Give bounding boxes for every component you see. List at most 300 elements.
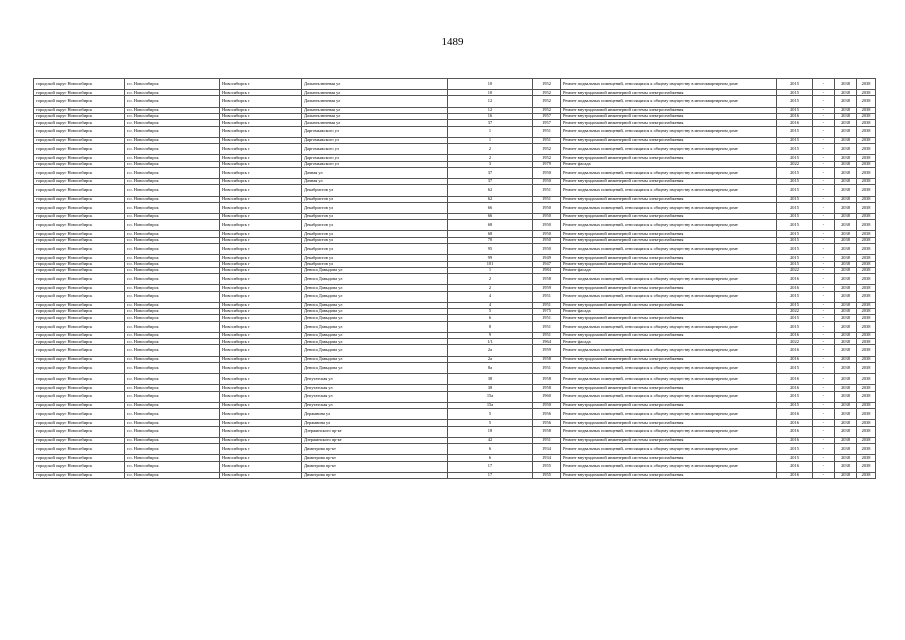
- municipality-cell: городской округ Новосибирск: [34, 291, 125, 302]
- street-cell: Даргомыжского ул: [302, 155, 448, 161]
- municipality-cell: городской округ Новосибирск: [34, 213, 125, 219]
- dash-cell: -: [813, 345, 835, 356]
- work-type-cell: Ремонт внутридомовой инженерной системы электроснабжения: [561, 437, 777, 443]
- house-number-cell: 6: [448, 315, 533, 321]
- house-number-cell: 6: [448, 455, 533, 461]
- year-built-cell: 1950: [533, 202, 561, 213]
- locality-cell: Новосибирск г: [220, 202, 302, 213]
- house-number-cell: 9: [448, 332, 533, 338]
- settlement-cell: г.о. Новосибирск: [125, 267, 220, 273]
- locality-cell: Новосибирск г: [220, 455, 302, 461]
- dash-cell: -: [813, 332, 835, 338]
- settlement-cell: г.о. Новосибирск: [125, 202, 220, 213]
- dash-cell: -: [813, 321, 835, 332]
- year-built-cell: 1956: [533, 420, 561, 426]
- year-cell-a: 2038: [835, 267, 857, 273]
- locality-cell: Новосибирск г: [220, 315, 302, 321]
- year-cell-a: 2038: [835, 79, 857, 90]
- planned-year-cell: 2015: [777, 455, 813, 461]
- house-number-cell: 17: [448, 472, 533, 478]
- locality-cell: Новосибирск г: [220, 261, 302, 267]
- house-number-cell: 2: [448, 274, 533, 285]
- street-cell: Дальнеключевая ул: [302, 120, 448, 126]
- house-number-cell: 95: [448, 244, 533, 255]
- street-cell: Даргомыжского ул: [302, 126, 448, 137]
- settlement-cell: г.о. Новосибирск: [125, 120, 220, 126]
- year-built-cell: 1951: [533, 362, 561, 373]
- dash-cell: -: [813, 285, 835, 291]
- house-number-cell: 37: [448, 167, 533, 178]
- settlement-cell: г.о. Новосибирск: [125, 90, 220, 96]
- municipality-cell: городской округ Новосибирск: [34, 345, 125, 356]
- locality-cell: Новосибирск г: [220, 291, 302, 302]
- year-cell-b: 2038: [857, 107, 876, 113]
- dash-cell: -: [813, 261, 835, 267]
- table-row: [34, 126, 876, 137]
- planned-year-cell: 2016: [777, 332, 813, 338]
- year-built-cell: 1950: [533, 402, 561, 408]
- municipality-cell: городской округ Новосибирск: [34, 185, 125, 196]
- street-cell: Декабристов ул: [302, 185, 448, 196]
- settlement-cell: г.о. Новосибирск: [125, 356, 220, 362]
- settlement-cell: г.о. Новосибирск: [125, 144, 220, 155]
- house-number-cell: 8: [448, 321, 533, 332]
- table-row: [34, 391, 876, 402]
- house-number-cell: 62: [448, 185, 533, 196]
- planned-year-cell: 2015: [777, 196, 813, 202]
- municipality-cell: городской округ Новосибирск: [34, 374, 125, 385]
- street-cell: Даргомыжского ул: [302, 161, 448, 167]
- municipality-cell: городской округ Новосибирск: [34, 455, 125, 461]
- street-cell: Дениса Давыдова ул: [302, 267, 448, 273]
- planned-year-cell: 2016: [777, 274, 813, 285]
- year-built-cell: 1975: [533, 309, 561, 315]
- municipality-cell: городской округ Новосибирск: [34, 321, 125, 332]
- settlement-cell: г.о. Новосибирск: [125, 309, 220, 315]
- year-cell-b: 2038: [857, 315, 876, 321]
- year-cell-a: 2038: [835, 409, 857, 420]
- planned-year-cell: 2015: [777, 202, 813, 213]
- year-built-cell: 1934: [533, 444, 561, 455]
- work-type-cell: Ремонт подвальных помещений, относящихся к общему имуществу в многоквартирном доме: [561, 202, 777, 213]
- locality-cell: Новосибирск г: [220, 107, 302, 113]
- municipality-cell: городской округ Новосибирск: [34, 261, 125, 267]
- work-type-cell: Ремонт внутридомовой инженерной системы электроснабжения: [561, 179, 777, 185]
- work-type-cell: Ремонт внутридомовой инженерной системы электроснабжения: [561, 155, 777, 161]
- settlement-cell: г.о. Новосибирск: [125, 220, 220, 231]
- settlement-cell: г.о. Новосибирск: [125, 385, 220, 391]
- year-cell-a: 2038: [835, 444, 857, 455]
- work-type-cell: Ремонт внутридомовой инженерной системы электроснабжения: [561, 315, 777, 321]
- street-cell: Декабристов ул: [302, 231, 448, 237]
- dash-cell: -: [813, 144, 835, 155]
- year-cell-a: 2038: [835, 96, 857, 107]
- street-cell: Державина ул: [302, 409, 448, 420]
- house-number-cell: 2: [448, 285, 533, 291]
- year-cell-b: 2038: [857, 220, 876, 231]
- street-cell: Декабристов ул: [302, 202, 448, 213]
- street-cell: Дениса Давыдова ул: [302, 274, 448, 285]
- year-cell-b: 2038: [857, 374, 876, 385]
- house-number-cell: 99: [448, 255, 533, 261]
- year-built-cell: 1951: [533, 196, 561, 202]
- year-cell-b: 2038: [857, 79, 876, 90]
- municipality-cell: городской округ Новосибирск: [34, 274, 125, 285]
- work-type-cell: Ремонт подвальных помещений, относящихся к общему имуществу в многоквартирном доме: [561, 321, 777, 332]
- settlement-cell: г.о. Новосибирск: [125, 255, 220, 261]
- year-built-cell: 1934: [533, 455, 561, 461]
- year-cell-a: 2038: [835, 126, 857, 137]
- year-cell-a: 2038: [835, 90, 857, 96]
- dash-cell: -: [813, 137, 835, 143]
- planned-year-cell: 2016: [777, 374, 813, 385]
- locality-cell: Новосибирск г: [220, 96, 302, 107]
- table-row: [34, 461, 876, 472]
- work-type-cell: Ремонт внутридомовой инженерной системы электроснабжения: [561, 356, 777, 362]
- page-number: 1489: [441, 36, 464, 48]
- locality-cell: Новосибирск г: [220, 362, 302, 373]
- planned-year-cell: 2015: [777, 107, 813, 113]
- street-cell: Дениса Давыдова ул: [302, 302, 448, 308]
- settlement-cell: г.о. Новосибирск: [125, 107, 220, 113]
- work-type-cell: Ремонт внутридомовой инженерной системы электроснабжения: [561, 120, 777, 126]
- municipality-cell: городской округ Новосибирск: [34, 113, 125, 119]
- year-cell-b: 2038: [857, 155, 876, 161]
- work-type-cell: Ремонт подвальных помещений, относящихся к общему имуществу в многоквартирном доме: [561, 96, 777, 107]
- year-built-cell: 1951: [533, 321, 561, 332]
- locality-cell: Новосибирск г: [220, 255, 302, 261]
- year-built-cell: 1958: [533, 374, 561, 385]
- work-type-cell: Ремонт подвальных помещений, относящихся к общему имуществу в многоквартирном доме: [561, 274, 777, 285]
- house-number-cell: 38: [448, 385, 533, 391]
- work-type-cell: Ремонт внутридомовой инженерной системы электроснабжения: [561, 137, 777, 143]
- locality-cell: Новосибирск г: [220, 402, 302, 408]
- municipality-cell: городской округ Новосибирск: [34, 362, 125, 373]
- planned-year-cell: 2015: [777, 179, 813, 185]
- year-cell-a: 2038: [835, 161, 857, 167]
- year-cell-b: 2038: [857, 332, 876, 338]
- table-row: [34, 244, 876, 255]
- dash-cell: -: [813, 79, 835, 90]
- year-cell-b: 2038: [857, 213, 876, 219]
- municipality-cell: городской округ Новосибирск: [34, 385, 125, 391]
- year-built-cell: 1951: [533, 332, 561, 338]
- dash-cell: -: [813, 315, 835, 321]
- settlement-cell: г.о. Новосибирск: [125, 321, 220, 332]
- locality-cell: Новосибирск г: [220, 113, 302, 119]
- year-cell-a: 2038: [835, 339, 857, 345]
- settlement-cell: г.о. Новосибирск: [125, 455, 220, 461]
- dash-cell: -: [813, 167, 835, 178]
- dash-cell: -: [813, 90, 835, 96]
- dash-cell: -: [813, 402, 835, 408]
- locality-cell: Новосибирск г: [220, 231, 302, 237]
- settlement-cell: г.о. Новосибирск: [125, 185, 220, 196]
- year-cell-a: 2038: [835, 391, 857, 402]
- dash-cell: -: [813, 385, 835, 391]
- street-cell: Дзержинского пр-кт: [302, 437, 448, 443]
- street-cell: Депутатская ул: [302, 391, 448, 402]
- dash-cell: -: [813, 107, 835, 113]
- table-row: [34, 291, 876, 302]
- house-number-cell: 1/1: [448, 339, 533, 345]
- year-cell-b: 2038: [857, 291, 876, 302]
- municipality-cell: городской округ Новосибирск: [34, 339, 125, 345]
- municipality-cell: городской округ Новосибирск: [34, 472, 125, 478]
- dash-cell: -: [813, 426, 835, 437]
- settlement-cell: г.о. Новосибирск: [125, 179, 220, 185]
- dash-cell: -: [813, 374, 835, 385]
- year-cell-a: 2038: [835, 385, 857, 391]
- locality-cell: Новосибирск г: [220, 161, 302, 167]
- settlement-cell: г.о. Новосибирск: [125, 437, 220, 443]
- work-type-cell: Ремонт внутридомовой инженерной системы электроснабжения: [561, 455, 777, 461]
- dash-cell: -: [813, 472, 835, 478]
- locality-cell: Новосибирск г: [220, 185, 302, 196]
- work-type-cell: Ремонт внутридомовой инженерной системы электроснабжения: [561, 285, 777, 291]
- locality-cell: Новосибирск г: [220, 391, 302, 402]
- planned-year-cell: 2016: [777, 409, 813, 420]
- year-cell-a: 2038: [835, 213, 857, 219]
- street-cell: Дачная ул: [302, 167, 448, 178]
- street-cell: Дальнеключевая ул: [302, 96, 448, 107]
- dash-cell: -: [813, 161, 835, 167]
- planned-year-cell: 2016: [777, 345, 813, 356]
- year-cell-a: 2038: [835, 356, 857, 362]
- municipality-cell: городской округ Новосибирск: [34, 220, 125, 231]
- table-row: [34, 321, 876, 332]
- house-number-cell: 18: [448, 426, 533, 437]
- planned-year-cell: 2016: [777, 472, 813, 478]
- locality-cell: Новосибирск г: [220, 267, 302, 273]
- municipality-cell: городской округ Новосибирск: [34, 302, 125, 308]
- planned-year-cell: 2015: [777, 291, 813, 302]
- street-cell: Декабристов ул: [302, 220, 448, 231]
- house-number-cell: 66: [448, 213, 533, 219]
- settlement-cell: г.о. Новосибирск: [125, 315, 220, 321]
- locality-cell: Новосибирск г: [220, 356, 302, 362]
- settlement-cell: г.о. Новосибирск: [125, 96, 220, 107]
- municipality-cell: городской округ Новосибирск: [34, 120, 125, 126]
- year-cell-a: 2038: [835, 237, 857, 243]
- locality-cell: Новосибирск г: [220, 137, 302, 143]
- house-number-cell: 2: [448, 144, 533, 155]
- locality-cell: Новосибирск г: [220, 244, 302, 255]
- street-cell: Димитрова пр-кт: [302, 472, 448, 478]
- year-cell-a: 2038: [835, 107, 857, 113]
- year-cell-b: 2038: [857, 161, 876, 167]
- municipality-cell: городской округ Новосибирск: [34, 244, 125, 255]
- dash-cell: -: [813, 302, 835, 308]
- work-type-cell: Ремонт внутридомовой инженерной системы электроснабжения: [561, 107, 777, 113]
- year-cell-b: 2038: [857, 402, 876, 408]
- table-row: [34, 220, 876, 231]
- dash-cell: -: [813, 437, 835, 443]
- dash-cell: -: [813, 231, 835, 237]
- capital-repair-table: [33, 78, 876, 479]
- locality-cell: Новосибирск г: [220, 285, 302, 291]
- house-number-cell: 1: [448, 267, 533, 273]
- house-number-cell: 17: [448, 461, 533, 472]
- work-type-cell: Ремонт внутридомовой инженерной системы электроснабжения: [561, 261, 777, 267]
- year-built-cell: 1947: [533, 261, 561, 267]
- street-cell: Дениса Давыдова ул: [302, 345, 448, 356]
- year-cell-a: 2038: [835, 315, 857, 321]
- work-type-cell: Ремонт подвальных помещений, относящихся к общему имуществу в многоквартирном доме: [561, 144, 777, 155]
- house-number-cell: 62: [448, 196, 533, 202]
- planned-year-cell: 2015: [777, 255, 813, 261]
- dash-cell: -: [813, 291, 835, 302]
- year-built-cell: 1951: [533, 302, 561, 308]
- year-built-cell: 1950: [533, 167, 561, 178]
- planned-year-cell: 2015: [777, 96, 813, 107]
- house-number-cell: 2: [448, 155, 533, 161]
- locality-cell: Новосибирск г: [220, 345, 302, 356]
- municipality-cell: городской округ Новосибирск: [34, 420, 125, 426]
- street-cell: Дениса Давыдова ул: [302, 309, 448, 315]
- municipality-cell: городской округ Новосибирск: [34, 237, 125, 243]
- house-number-cell: 5: [448, 309, 533, 315]
- house-number-cell: 2а: [448, 345, 533, 356]
- year-cell-a: 2038: [835, 255, 857, 261]
- street-cell: Даргомыжского ул: [302, 137, 448, 143]
- table-row: [34, 472, 876, 478]
- year-cell-a: 2038: [835, 113, 857, 119]
- dash-cell: -: [813, 409, 835, 420]
- planned-year-cell: 2015: [777, 244, 813, 255]
- year-built-cell: 1952: [533, 155, 561, 161]
- house-number-cell: 68: [448, 231, 533, 237]
- year-cell-b: 2038: [857, 267, 876, 273]
- settlement-cell: г.о. Новосибирск: [125, 237, 220, 243]
- municipality-cell: городской округ Новосибирск: [34, 126, 125, 137]
- locality-cell: Новосибирск г: [220, 426, 302, 437]
- house-number-cell: 8а: [448, 362, 533, 373]
- year-cell-b: 2038: [857, 202, 876, 213]
- planned-year-cell: 2016: [777, 461, 813, 472]
- dash-cell: -: [813, 213, 835, 219]
- work-type-cell: Ремонт подвальных помещений, относящихся к общему имуществу в многоквартирном доме: [561, 374, 777, 385]
- year-cell-a: 2038: [835, 137, 857, 143]
- year-built-cell: 1958: [533, 356, 561, 362]
- year-cell-b: 2038: [857, 426, 876, 437]
- settlement-cell: г.о. Новосибирск: [125, 244, 220, 255]
- house-number-cell: 101: [448, 261, 533, 267]
- dash-cell: -: [813, 362, 835, 373]
- locality-cell: Новосибирск г: [220, 196, 302, 202]
- municipality-cell: городской округ Новосибирск: [34, 391, 125, 402]
- street-cell: Декабристов ул: [302, 237, 448, 243]
- year-cell-a: 2038: [835, 196, 857, 202]
- year-built-cell: 1951: [533, 315, 561, 321]
- municipality-cell: городской округ Новосибирск: [34, 255, 125, 261]
- year-cell-b: 2038: [857, 321, 876, 332]
- planned-year-cell: 2015: [777, 261, 813, 267]
- planned-year-cell: 2015: [777, 79, 813, 90]
- municipality-cell: городской округ Новосибирск: [34, 196, 125, 202]
- locality-cell: Новосибирск г: [220, 437, 302, 443]
- year-built-cell: 1952: [533, 107, 561, 113]
- street-cell: Дениса Давыдова ул: [302, 291, 448, 302]
- dash-cell: -: [813, 244, 835, 255]
- locality-cell: Новосибирск г: [220, 155, 302, 161]
- planned-year-cell: 2022: [777, 161, 813, 167]
- year-cell-b: 2038: [857, 362, 876, 373]
- house-number-cell: 68: [448, 220, 533, 231]
- year-cell-a: 2038: [835, 374, 857, 385]
- year-cell-b: 2038: [857, 437, 876, 443]
- year-cell-b: 2038: [857, 90, 876, 96]
- settlement-cell: г.о. Новосибирск: [125, 444, 220, 455]
- year-cell-b: 2038: [857, 231, 876, 237]
- locality-cell: Новосибирск г: [220, 472, 302, 478]
- year-cell-b: 2038: [857, 444, 876, 455]
- work-type-cell: Ремонт подвальных помещений, относящихся к общему имуществу в многоквартирном доме: [561, 167, 777, 178]
- year-built-cell: 1951: [533, 291, 561, 302]
- year-built-cell: 1950: [533, 179, 561, 185]
- locality-cell: Новосибирск г: [220, 167, 302, 178]
- year-built-cell: 1958: [533, 385, 561, 391]
- year-built-cell: 1950: [533, 213, 561, 219]
- table-body: [34, 79, 876, 479]
- planned-year-cell: 2016: [777, 426, 813, 437]
- planned-year-cell: 2015: [777, 391, 813, 402]
- planned-year-cell: 2016: [777, 113, 813, 119]
- planned-year-cell: 2015: [777, 220, 813, 231]
- year-built-cell: 1951: [533, 437, 561, 443]
- municipality-cell: городской округ Новосибирск: [34, 96, 125, 107]
- dash-cell: -: [813, 113, 835, 119]
- planned-year-cell: 2015: [777, 155, 813, 161]
- planned-year-cell: 2015: [777, 137, 813, 143]
- planned-year-cell: 2015: [777, 402, 813, 408]
- work-type-cell: Ремонт подвальных помещений, относящихся к общему имуществу в многоквартирном доме: [561, 461, 777, 472]
- municipality-cell: городской округ Новосибирск: [34, 90, 125, 96]
- municipality-cell: городской округ Новосибирск: [34, 315, 125, 321]
- street-cell: Дениса Давыдова ул: [302, 332, 448, 338]
- year-cell-b: 2038: [857, 461, 876, 472]
- year-cell-b: 2038: [857, 339, 876, 345]
- locality-cell: Новосибирск г: [220, 213, 302, 219]
- year-cell-a: 2038: [835, 455, 857, 461]
- year-cell-b: 2038: [857, 196, 876, 202]
- municipality-cell: городской округ Новосибирск: [34, 79, 125, 90]
- municipality-cell: городской округ Новосибирск: [34, 202, 125, 213]
- table-row: [34, 444, 876, 455]
- locality-cell: Новосибирск г: [220, 179, 302, 185]
- year-cell-a: 2038: [835, 120, 857, 126]
- settlement-cell: г.о. Новосибирск: [125, 302, 220, 308]
- table-row: [34, 167, 876, 178]
- settlement-cell: г.о. Новосибирск: [125, 196, 220, 202]
- work-type-cell: Ремонт внутридомовой инженерной системы электроснабжения: [561, 237, 777, 243]
- dash-cell: -: [813, 155, 835, 161]
- municipality-cell: городской округ Новосибирск: [34, 167, 125, 178]
- settlement-cell: г.о. Новосибирск: [125, 291, 220, 302]
- year-cell-a: 2038: [835, 167, 857, 178]
- year-built-cell: 1984: [533, 267, 561, 273]
- municipality-cell: городской округ Новосибирск: [34, 437, 125, 443]
- year-built-cell: 1959: [533, 345, 561, 356]
- year-cell-b: 2038: [857, 126, 876, 137]
- year-built-cell: 1960: [533, 391, 561, 402]
- work-type-cell: Ремонт внутридомовой инженерной системы электроснабжения: [561, 420, 777, 426]
- year-cell-b: 2038: [857, 179, 876, 185]
- table-row: [34, 79, 876, 90]
- work-type-cell: Ремонт подвальных помещений, относящихся к общему имуществу в многоквартирном доме: [561, 426, 777, 437]
- planned-year-cell: 2016: [777, 285, 813, 291]
- year-built-cell: 1955: [533, 472, 561, 478]
